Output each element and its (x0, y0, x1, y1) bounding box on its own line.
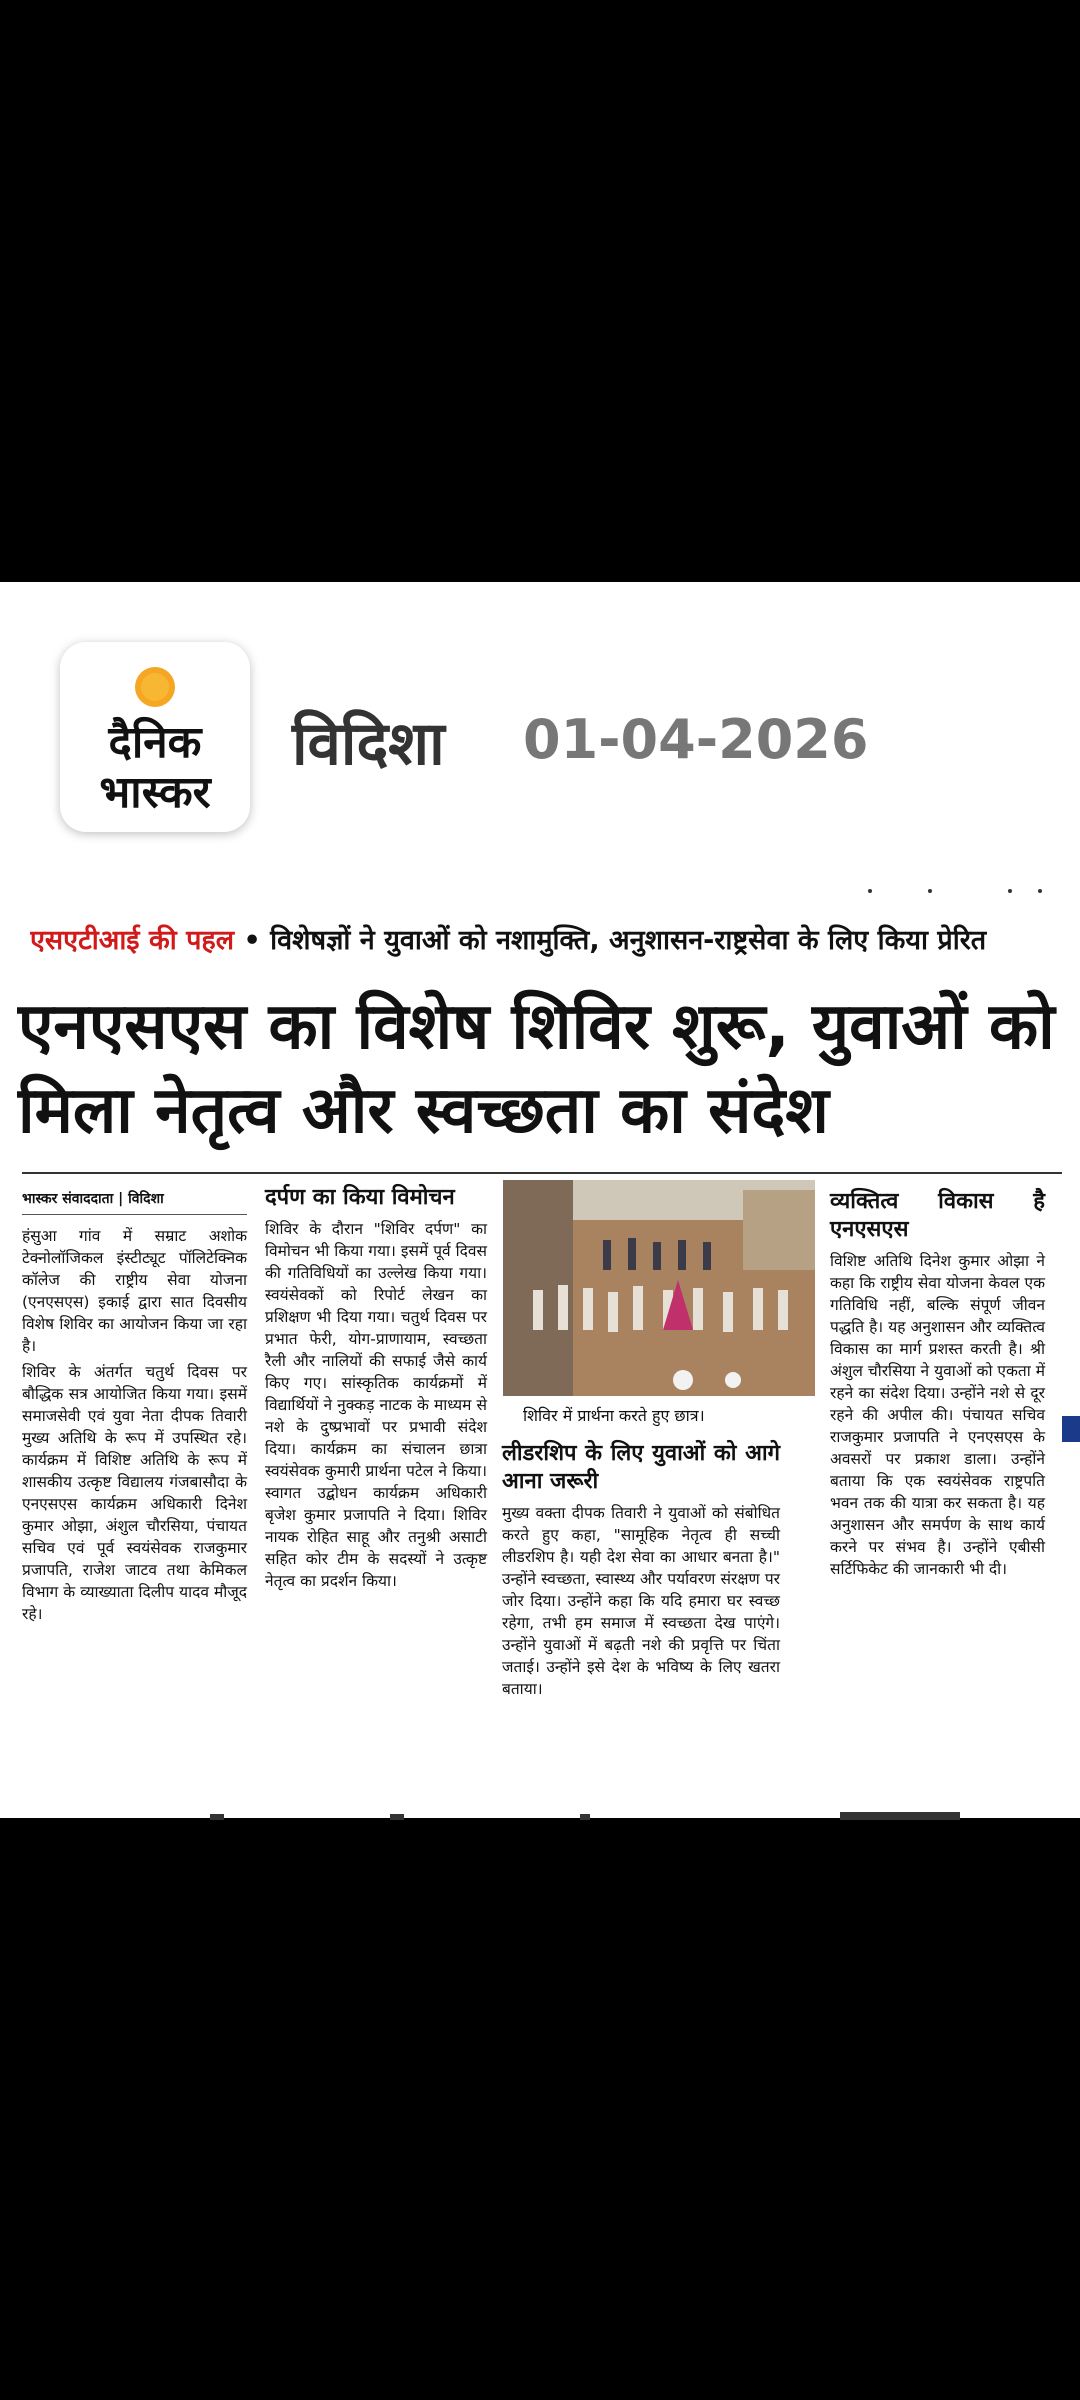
adjacent-heading-box (1062, 1416, 1080, 1442)
col2-paragraph: शिविर के दौरान "शिविर दर्पण" का विमोचन भी किया गया। इसमें पूर्व दिवस की गतिविधियों का उल्लेख किया गया। स्वयंसेवकों को रिपोर्ट लेखन का प्रशिक्षण भी दिया गया। चतुर्थ दिवस पर प्रभात फेरी, योग-प्राणायाम, स्वच्छता रैली और नालियों की सफाई जैसे कार्य किए गए। सांस्कृतिक कार्यक्रमों में विद्यार्थियों ने नुक्कड़ नाटक के माध्यम से नशे के दुष्प्रभावों पर प्रभावी संदेश दिया। कार्यक्रम का संचालन छात्रा स्वयंसेवक कुमारी प्रार्थना पटेल ने किया। स्वागत उद्बोधन कार्यक्रम अधिकारी बृजेश कुमार प्रजापति ने दिया। शिविर नायक रोहित साहू और तनुश्री असाटी सहित कोर टीम के सदस्यों ने उत्कृष्ट नेतृत्व का प्रदर्शन किया। (265, 1220, 487, 1590)
byline: भास्कर संवाददाता | विदिशा (22, 1188, 247, 1215)
article-column-1 (22, 1188, 247, 1629)
article-column-2 (265, 1184, 487, 1596)
col4-paragraph: विशिष्ट अतिथि दिनेश कुमार ओझा ने कहा कि राष्ट्रीय सेवा योजना केवल एक गतिविधि नहीं, बल्कि संपूर्ण जीवन पद्धति है। यह अनुशासन और व्यक्तित्व विकास का मार्ग प्रशस्त करती है। श्री अंशुल चौरसिया ने युवाओं को एकता में रहने का संदेश दिया। उन्होंने नशे से दूर रहने की अपील की। पंचायत सचिव राजकुमार प्रजापति ने एनएसएस के अवसरों पर प्रकाश डाला। उन्होंने बताया कि एक स्वयंसेवक राष्ट्रपति भवन तक की यात्रा कर सकता है। यह अनुशासन और समर्पण के साथ कार्य करने पर संभव है। उन्होंने एबीसी सर्टिफिकेट की जानकारी भी दी। (830, 1252, 1045, 1578)
col1-paragraph-1: हंसुआ गांव में सम्राट अशोक टेक्नोलॉजिकल इंस्टीट्यूट पॉलिटेक्निक कॉलेज की राष्ट्रीय सेवा योजना (एनएसएस) इकाई द्वारा सात दिवसीय विशेष शिविर का आयोजन किया जा रहा है। (22, 1227, 247, 1355)
article-column-4 (830, 1188, 1045, 1584)
headline-rule (22, 1172, 1062, 1174)
photo-caption: शिविर में प्रार्थना करते हुए छात्र। (523, 1406, 705, 1425)
logo-line-1: दैनिक (108, 717, 202, 768)
col3-paragraph: मुख्य वक्ता दीपक तिवारी ने युवाओं को संबोधित करते हुए कहा, "सामूहिक नेतृत्व ही सच्ची लीडरशिप है। यही देश सेवा का आधार बनता है।" उन्होंने स्वच्छता, स्वास्थ्य और पर्यावरण संरक्षण पर जोर दिया। उन्होंने कहा कि यदि हमारा घर स्वच्छ रहेगा, तभी हम समाज में स्वच्छता देख पाएंगे। उन्होंने युवाओं में बढ़ती नशे की प्रवृत्ति पर चिंता जताई। उन्होंने इसे देश के भविष्य के लिए खतरा बताया। (502, 1504, 780, 1698)
next-article-fragment (180, 1810, 1010, 1820)
col2-heading: दर्पण का किया विमोचन (265, 1185, 455, 1210)
article-column-3 (502, 1440, 780, 1704)
kicker-label: एसएटीआई की पहल (30, 925, 235, 956)
edition-date: 01-04-2026 (523, 708, 869, 771)
dainik-bhaskar-logo (60, 642, 250, 832)
col3-heading: लीडरशिप के लिए युवाओं को आगे आना जरूरी (502, 1441, 780, 1494)
kicker-text: • विशेषज्ञों ने युवाओं को नशामुक्ति, अनुशासन-राष्ट्रसेवा के लिए किया प्रेरित (234, 925, 987, 956)
article-headline: एनएसएस का विशेष शिविर शुरू, युवाओं को मिला नेतृत्व और स्वच्छता का संदेश (18, 990, 1055, 1148)
students-prayer-photo (503, 1180, 815, 1396)
col1-paragraph-2: शिविर के अंतर्गत चतुर्थ दिवस पर बौद्धिक सत्र आयोजित किया गया। इसमें समाजसेवी एवं युवा नेता दीपक तिवारी मुख्य अतिथि के रूप में उपस्थित रहे। कार्यक्रम में विशिष्ट अतिथि के रूप में शासकीय उत्कृष्ट विद्यालय गंजबासौदा के एनएसएस कार्यक्रम अधिकारी दिनेश कुमार ओझा, अंशुल चौरसिया, पंचायत सचिव एवं पूर्व स्वयंसेवक राजकुमार प्रजापति, राजेश जाटव तथा केमिकल विभाग के व्याख्याता दिलीप यादव मौजूद रहे। (22, 1363, 247, 1623)
separator-dots (0, 888, 1080, 894)
sun-icon (132, 664, 178, 710)
edition-city: विदिशा (292, 709, 445, 779)
article-kicker (30, 920, 1060, 957)
col4-heading: व्यक्तित्व विकास है एनएसएस (830, 1189, 1045, 1242)
adjacent-article-fragment (1062, 1416, 1080, 1442)
logo-line-2: भास्कर (99, 767, 211, 818)
